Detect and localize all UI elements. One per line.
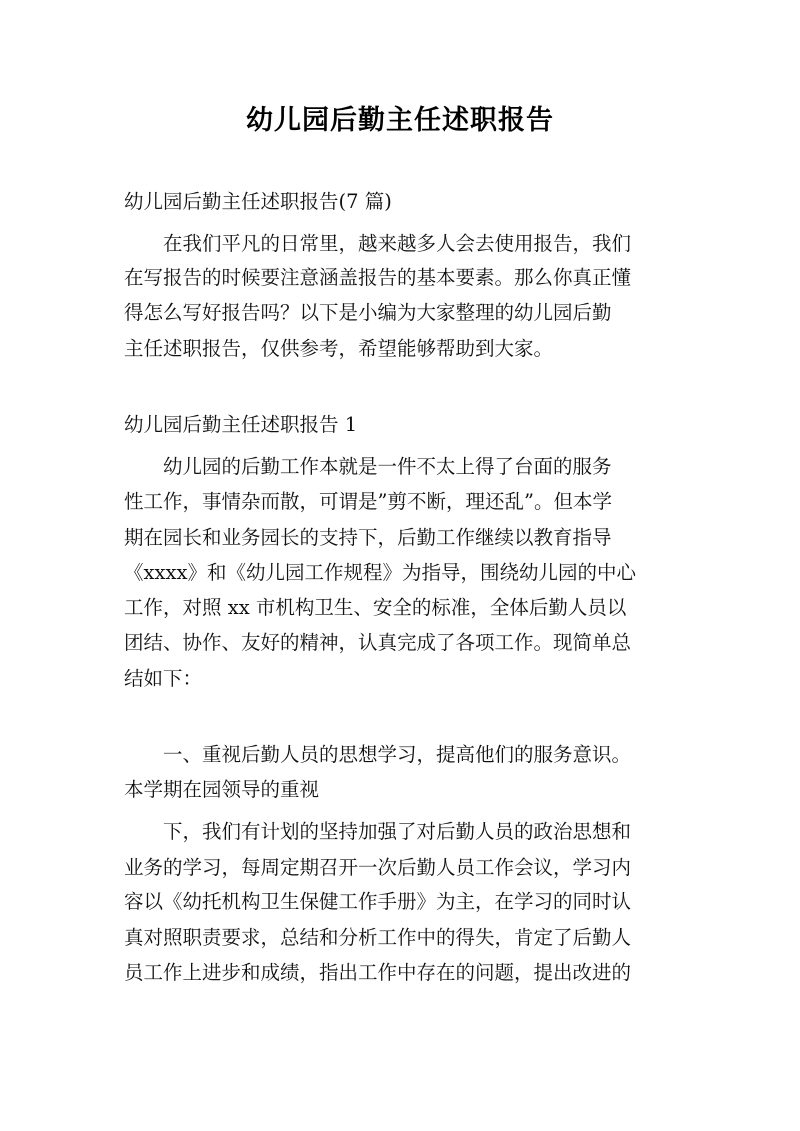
intro-line: 主任述职报告，仅供参考，希望能够帮助到大家。 — [124, 337, 554, 360]
report-1-line: 幼儿园的后勤工作本就是一件不太上得了台面的服务 — [163, 455, 612, 478]
intro-line: 得怎么写好报告吗？以下是小编为大家整理的幼儿园后勤 — [124, 301, 612, 324]
intro-line: 在我们平凡的日常里，越来越多人会去使用报告，我们 — [163, 232, 632, 255]
intro-line: 在写报告的时候要注意涵盖报告的基本要素。那么你真正懂 — [124, 266, 632, 289]
section-1-subline: 本学期在园领导的重视 — [124, 778, 320, 801]
report-1-heading: 幼儿园后勤主任述职报告 1 — [124, 413, 358, 436]
section-1-line: 业务的学习，每周定期召开一次后勤人员工作会议，学习内 — [124, 856, 632, 879]
report-1-line: 性工作，事情杂而散，可谓是”剪不断，理还乱”。但本学 — [124, 490, 612, 513]
section-1-line: 容以《幼托机构卫生保健工作手册》为主，在学习的同时认 — [124, 890, 632, 913]
report-1-line: 期在园长和业务园长的支持下，后勤工作继续以教育指导 — [124, 526, 612, 549]
section-1-heading: 一、重视后勤人员的思想学习，提高他们的服务意识。 — [163, 743, 632, 766]
section-1-line: 下，我们有计划的坚持加强了对后勤人员的政治思想和 — [163, 820, 632, 843]
document-subtitle: 幼儿园后勤主任述职报告(7 篇) — [124, 190, 392, 213]
report-1-line: 《xxxx》和《幼儿园工作规程》为指导，围绕幼儿园的中心 — [124, 561, 636, 584]
section-1-line: 真对照职责要求，总结和分析工作中的得失，肯定了后勤人 — [124, 926, 632, 949]
report-1-line: 工作，对照 xx 市机构卫生、安全的标准，全体后勤人员以 — [124, 596, 627, 619]
document-title: 幼儿园后勤主任述职报告 — [246, 105, 554, 136]
report-1-line: 结如下： — [124, 667, 203, 690]
section-1-line: 员工作上进步和成绩，指出工作中存在的问题，提出改进的 — [124, 961, 632, 984]
report-1-line: 团结、协作、友好的精神，认真完成了各项工作。现简单总 — [124, 631, 632, 654]
